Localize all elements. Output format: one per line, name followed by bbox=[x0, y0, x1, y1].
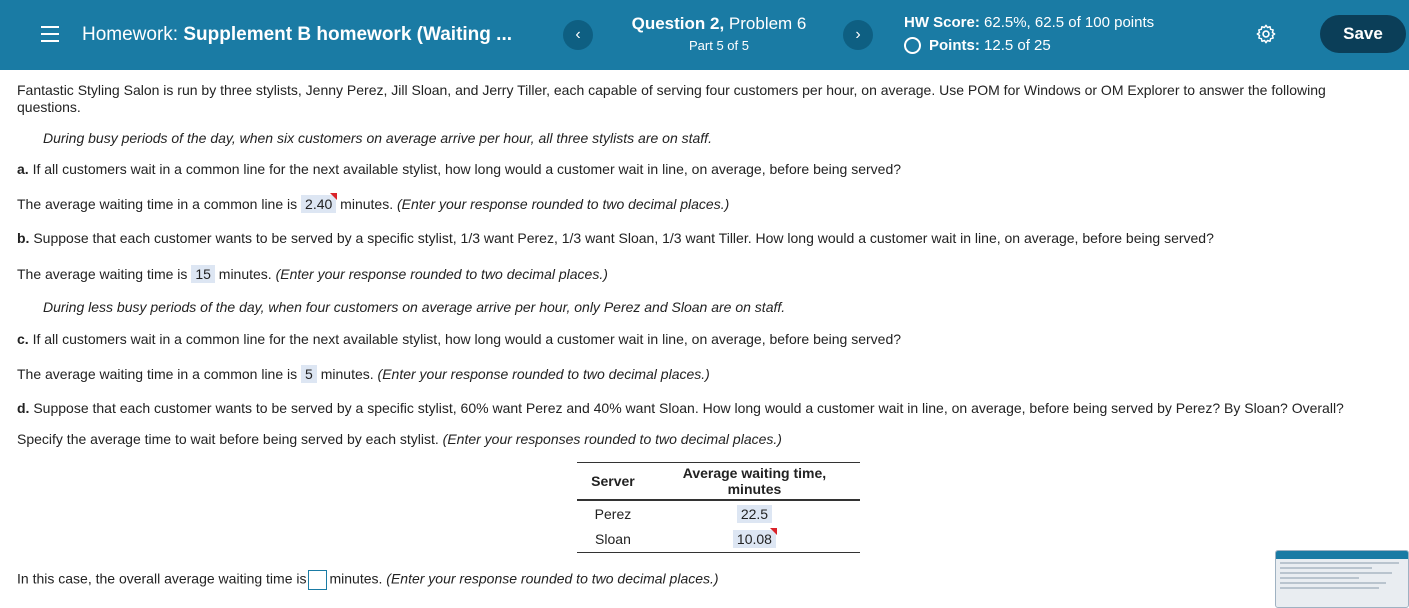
next-question-button[interactable]: › bbox=[843, 20, 873, 50]
save-button[interactable]: Save bbox=[1320, 15, 1406, 53]
answer-c-field[interactable]: 5 bbox=[301, 365, 317, 383]
progress-circle-icon bbox=[904, 37, 921, 54]
less-busy-note: During less busy periods of the day, when four customers on average arrive per hour, only Perez and Sloan are on staff. bbox=[43, 299, 786, 315]
answer-a-line: The average waiting time in a common line is 2.40 minutes. (Enter your response rounded to two decimal places.) bbox=[17, 196, 730, 212]
perez-wait-field[interactable]: 22.5 bbox=[737, 505, 772, 523]
problem-label: Problem 6 bbox=[728, 14, 807, 33]
problem-intro: Fantastic Styling Salon is run by three stylists, Jenny Perez, Jill Sloan, and Jerry Tiller, each capable of serving four customers per hour, on average. Use POM for Windows or OM Explorer to answer the following questions. bbox=[17, 82, 1326, 115]
hw-score-value: 62.5%, 62.5 of 100 points bbox=[984, 14, 1155, 31]
points-value: 12.5 of 25 bbox=[984, 37, 1051, 54]
menu-icon[interactable] bbox=[41, 26, 59, 42]
question-b: b. Suppose that each customer wants to be served by a specific stylist, 1/3 want Perez, 1/3 want Sloan, 1/3 want Tiller. How long would a customer wait in line, on average, before being served? bbox=[17, 230, 1214, 246]
column-header-server: Server bbox=[577, 463, 649, 501]
top-bar bbox=[0, 0, 1409, 70]
homework-name: Supplement B homework (Waiting ... bbox=[183, 24, 512, 45]
answer-a-field[interactable]: 2.40 bbox=[301, 195, 336, 213]
homework-prefix: Homework: bbox=[82, 24, 179, 45]
question-indicator bbox=[612, 14, 826, 53]
server-name: Perez bbox=[594, 505, 632, 522]
question-c: c. If all customers wait in a common line for the next available stylist, how long would a customer wait in line, on average, before being served? bbox=[17, 331, 902, 347]
answer-b-field[interactable]: 15 bbox=[191, 265, 215, 283]
sloan-wait-field[interactable]: 10.08 bbox=[733, 530, 776, 548]
overall-wait-input[interactable] bbox=[308, 570, 327, 590]
question-d: d. Suppose that each customer wants to be served by a specific stylist, 60% want Perez and 40% want Sloan. How long would a customer wait in line, on average, before being served by Perez? By Sloan? Overall? bbox=[17, 400, 1344, 416]
answer-c-line: The average waiting time in a common line is 5 minutes. (Enter your response rounded to two decimal places.) bbox=[17, 366, 710, 382]
question-d-instruction: Specify the average time to wait before being served by each stylist. (Enter your responses rounded to two decimal places.) bbox=[17, 431, 782, 447]
points: Points: 12.5 of 25 bbox=[904, 37, 1051, 54]
busy-period-note: During busy periods of the day, when six customers on average arrive per hour, all three stylists are on staff. bbox=[43, 130, 712, 146]
server-wait-table bbox=[577, 462, 860, 553]
question-a: a. If all customers wait in a common line for the next available stylist, how long would a customer wait in line, on average, before being served? bbox=[17, 161, 902, 177]
table-row bbox=[577, 526, 860, 552]
settings-gear-icon[interactable] bbox=[1255, 23, 1277, 45]
homework-title bbox=[82, 24, 512, 46]
table-row bbox=[577, 500, 860, 526]
previous-question-button[interactable]: ‹ bbox=[563, 20, 593, 50]
screen-preview-thumbnail bbox=[1275, 550, 1409, 608]
hw-score: HW Score: 62.5%, 62.5 of 100 points bbox=[904, 14, 1155, 31]
part-label: Part 5 of 5 bbox=[689, 38, 749, 53]
overall-answer-line: In this case, the overall average waiting time is minutes. (Enter your response rounded to two decimal places.) bbox=[17, 570, 719, 590]
server-name: Sloan bbox=[577, 526, 649, 552]
column-header-wait: Average waiting time, minutes bbox=[649, 463, 860, 501]
question-label: Question 2, bbox=[631, 14, 725, 33]
answer-b-line: The average waiting time is 15 minutes. (Enter your response rounded to two decimal places.) bbox=[17, 266, 608, 282]
